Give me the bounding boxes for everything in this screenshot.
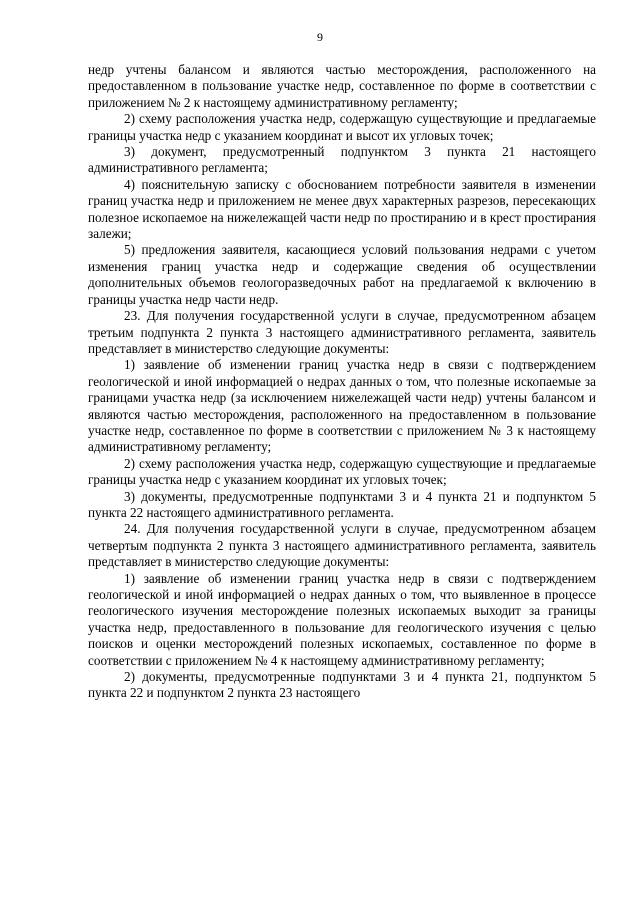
paragraph-clause-23-item-1: 1) заявление об изменении границ участка недр в связи с подтверждением геологической и иной информацией о недрах данных о том, что полезные ископаемые за границами участка недр (за исключением нижележащей части недр) учтены балансом и являются частью месторождения, расположенного на предоставленном в пользование участке недр, составленное по форме в соответствии с приложением № 3 к настоящему административному регламенту; bbox=[88, 357, 596, 455]
paragraph-item-4-explanatory-note: 4) пояснительную записку с обоснованием потребности заявителя в изменении границ участка недр и приложением не менее двух характерных разрезов, пересекающих полезное ископаемое на нижележащей части недр по простиранию и в крест простирания залежи; bbox=[88, 176, 596, 242]
paragraph-item-2-scheme: 2) схему расположения участка недр, содержащую существующие и предлагаемые границы участка недр с указанием координат и высот их угловых точек; bbox=[88, 111, 596, 143]
paragraph-clause-23-item-3: 3) документы, предусмотренные подпунктами 3 и 4 пункта 21 и подпунктом 5 пункта 22 настоящего административного регламента. bbox=[88, 488, 596, 520]
page-number: 9 bbox=[317, 30, 323, 44]
paragraph-clause-23: 23. Для получения государственной услуги в случае, предусмотренном абзацем третьим подпункта 2 пункта 3 настоящего административного регламента, заявитель представляет в министерство следующие документы: bbox=[88, 308, 596, 356]
paragraph-continuation: недр учтены балансом и являются частью месторождения, расположенного на предоставленном в пользование участке недр, составленное по форме в соответствии с приложением № 2 к настоящему административному регламенту; bbox=[88, 62, 596, 110]
paragraph-clause-24-item-2: 2) документы, предусмотренные подпунктами 3 и 4 пункта 21, подпунктом 5 пункта 22 и подпунктом 2 пункта 23 настоящего bbox=[88, 669, 596, 701]
paragraph-clause-23-item-2: 2) схему расположения участка недр, содержащую существующие и предлагаемые границы участка недр с указанием координат их угловых точек; bbox=[88, 455, 596, 488]
paragraph-item-5-proposals: 5) предложения заявителя, касающиеся условий пользования недрами с учетом изменения границ участка недр и содержащие сведения об осуществлении дополнительных объемов геологоразведочных работ на предлагаемой к включению в границы участка недр части недр. bbox=[88, 242, 596, 307]
paragraph-clause-24-item-1: 1) заявление об изменении границ участка недр в связи с подтверждением геологической и иной информацией о недрах данных о том, что выявленное в процессе геологического изучения месторождение полезных ископаемых выходит за границы участка недр, предоставленного в пользование для геологического изучения с целью поисков и оценки месторождений полезных ископаемых, составленное по форме в соответствии с приложением № 4 к настоящему административному регламенту; bbox=[88, 570, 596, 668]
paragraph-item-3-document: 3) документ, предусмотренный подпунктом 3 пункта 21 настоящего административного регламента; bbox=[88, 144, 596, 176]
document-body bbox=[88, 62, 596, 702]
paragraph-clause-24: 24. Для получения государственной услуги в случае, предусмотренном абзацем четвертым подпункта 2 пункта 3 настоящего административного регламента, заявитель представляет в министерство следующие документы: bbox=[88, 521, 596, 570]
